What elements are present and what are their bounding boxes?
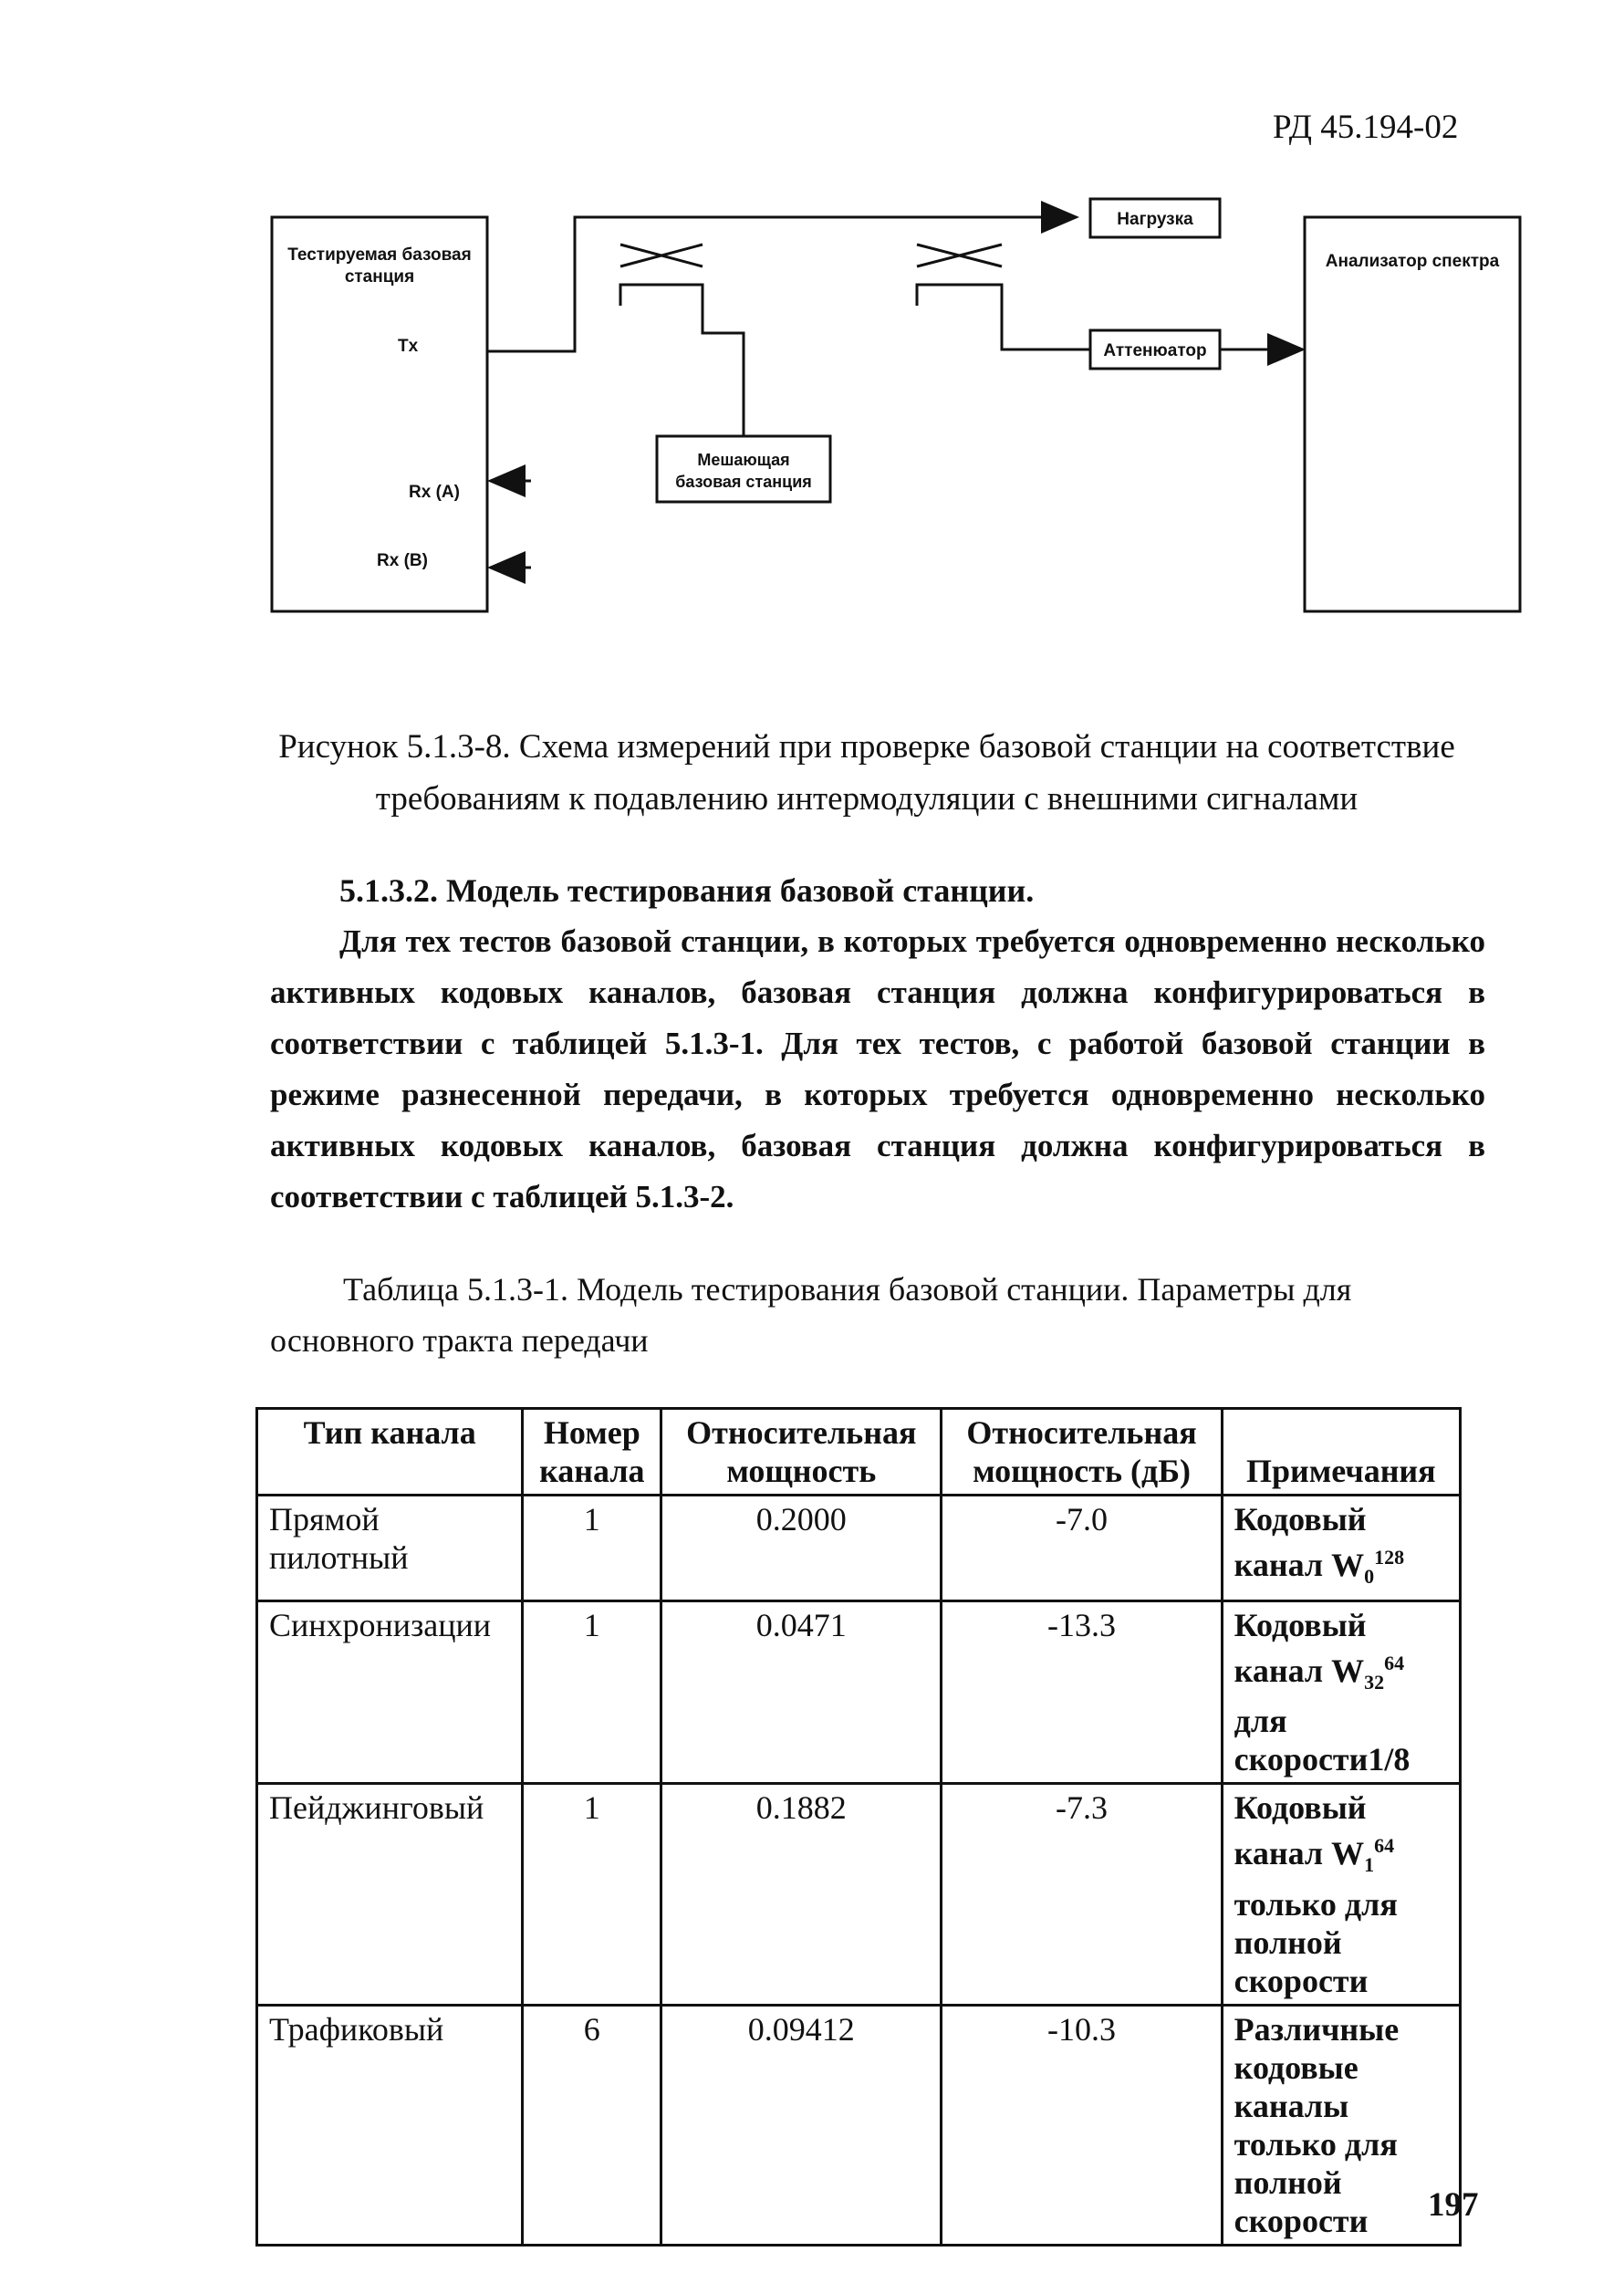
col-header-power-db: Относительная мощность (дБ): [942, 1409, 1222, 1496]
table-row: [257, 1496, 1461, 1601]
tx-port-label: Tx: [398, 337, 419, 356]
cell-relative-power-db: -13.3: [942, 1601, 1222, 1784]
cell-channel-number: 1: [523, 1601, 661, 1784]
note-subscript: 1: [1364, 1853, 1375, 1877]
cell-channel-number: 1: [523, 1784, 661, 2005]
cell-notes: [1222, 1601, 1460, 1784]
cell-notes: [1222, 2005, 1460, 2245]
measurement-diagram: [0, 0, 1624, 657]
note-tail: для скорости1/8: [1234, 1703, 1411, 1778]
table-title: Таблица 5.1.3-1. Модель тестирования базовой станции. Параметры для основного тракта передачи: [270, 1271, 1352, 1359]
coupler-1-line: [620, 285, 744, 436]
note-text: Кодовый канал W: [1234, 1501, 1367, 1583]
rx-a-port-label: Rx (A): [409, 483, 460, 502]
table-row: [257, 1784, 1461, 2005]
cell-relative-power-db: -10.3: [942, 2005, 1222, 2245]
cell-channel-type: Прямой пилотный: [257, 1496, 523, 1601]
body-paragraph: Для тех тестов базовой станции, в которых требуется одновременно несколько активных кодовых каналов, базовая станция должна конфигурироваться в соответствии с таблицей 5.1.3-1. Для тех тестов, с работой базовой станции в режиме разнесенной передачи, в которых требуется одновременно несколько активных кодовых каналов, базовая станция должна конфигурироваться в соответствии с таблицей 5.1.3-2.: [270, 923, 1485, 1214]
note-superscript: 64: [1374, 1834, 1395, 1858]
table-header-row: [257, 1409, 1461, 1496]
cell-channel-number: 1: [523, 1496, 661, 1601]
cell-notes: [1222, 1496, 1460, 1601]
cell-relative-power: 0.2000: [661, 1496, 942, 1601]
col-header-notes: Примечания: [1222, 1409, 1460, 1496]
note-text: Кодовый канал W: [1234, 1789, 1367, 1872]
cell-relative-power-db: -7.3: [942, 1784, 1222, 2005]
table-row: [257, 1601, 1461, 1784]
note-subscript: 0: [1364, 1565, 1375, 1589]
section-heading: 5.1.3.2. Модель тестирования базовой станции.: [339, 872, 1035, 909]
note-superscript: 64: [1384, 1652, 1405, 1675]
load-label: Нагрузка: [1117, 210, 1193, 229]
cell-channel-number: 6: [523, 2005, 661, 2245]
table-row: [257, 2005, 1461, 2245]
note-text: Различные кодовые каналы только для полной скорости: [1234, 2010, 1400, 2239]
tested-bs-title: Тестируемая базовая станция: [287, 245, 472, 287]
cell-relative-power: 0.1882: [661, 1784, 942, 2005]
cell-relative-power: 0.09412: [661, 2005, 942, 2245]
cell-relative-power: 0.0471: [661, 1601, 942, 1784]
note-text: Кодовый канал W: [1234, 1607, 1367, 1690]
spectrum-analyzer-label: Анализатор спектра: [1325, 252, 1500, 271]
coupler-2-line: [917, 285, 1090, 349]
note-superscript: 128: [1374, 1546, 1405, 1569]
attenuator-label: Аттенюатор: [1103, 341, 1207, 360]
interfering-bs-label: Мешающая базовая станция: [675, 451, 812, 491]
cell-channel-type: Пейджинговый: [257, 1784, 523, 2005]
figure-caption: Рисунок 5.1.3-8. Схема измерений при проверке базовой станции на соответствие требованиям к подавлению интермодуляции с внешними сигналами: [278, 728, 1455, 818]
spectrum-analyzer-block: [1305, 217, 1520, 611]
document-code: РД 45.194-02: [1273, 109, 1459, 146]
col-header-number: Номер канала: [523, 1409, 661, 1496]
note-tail: только для полной скорости: [1234, 1885, 1398, 1999]
interfering-bs-block: [657, 436, 830, 502]
cell-channel-type: Трафиковый: [257, 2005, 523, 2245]
test-model-table: [255, 1407, 1462, 2247]
col-header-type: Тип канала: [257, 1409, 523, 1496]
rx-b-port-label: Rx (B): [377, 551, 428, 570]
cell-relative-power-db: -7.0: [942, 1496, 1222, 1601]
page-number: 197: [1428, 2186, 1479, 2224]
cell-notes: [1222, 1784, 1460, 2005]
cell-channel-type: Синхронизации: [257, 1601, 523, 1784]
note-subscript: 32: [1364, 1671, 1385, 1694]
col-header-power: Относительная мощность: [661, 1409, 942, 1496]
